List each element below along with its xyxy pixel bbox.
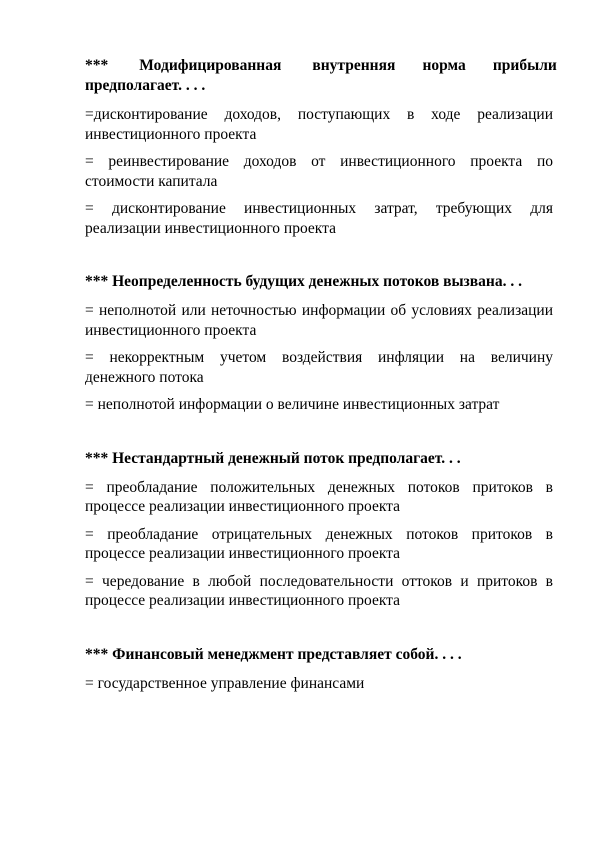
question-block	[85, 56, 557, 238]
answer-option: = неполнотой информации о величине инвестиционных затрат	[85, 396, 500, 413]
question-title: *** Нестандартный денежный поток предполагает. . .	[85, 449, 461, 467]
answer-option: = дисконтирование инвестиционных затрат, требующих для реализации инвестиционного проекта	[85, 200, 553, 237]
question-block	[85, 645, 553, 694]
answer-option: = некорректным учетом воздействия инфляции на величину денежного потока	[85, 349, 553, 386]
question-block	[85, 449, 553, 611]
answer-option: = реинвестирование доходов от инвестиционного проекта по стоимости капитала	[85, 153, 553, 190]
answer-option: = преобладание отрицательных денежных потоков притоков в процессе реализации инвестиционного проекта	[85, 525, 553, 562]
answer-option: = неполнотой или неточностью информации об условиях реализации инвестиционного проекта	[85, 302, 553, 339]
question-title: *** Модифицированная внутренняя норма прибыли предполагает. . . .	[85, 57, 557, 94]
answer-option: = преобладание положительных денежных потоков притоков в процессе реализации инвестиционного проекта	[85, 478, 553, 515]
answer-option: = чередование в любой последовательности оттоков и притоков в процессе реализации инвестиционного проекта	[85, 572, 553, 609]
document-page	[85, 56, 557, 701]
question-title: *** Неопределенность будущих денежных потоков вызвана. . .	[85, 273, 522, 290]
spacer	[85, 619, 553, 645]
answer-option: = государственное управление финансами	[85, 674, 365, 692]
question-block	[85, 272, 553, 415]
answer-option: =дисконтирование доходов, поступающих в ходе реализации инвестиционного проекта	[85, 106, 553, 143]
spacer	[85, 246, 553, 272]
question-title: *** Финансовый менеджмент представляет собой. . . .	[85, 645, 462, 663]
spacer	[85, 423, 553, 449]
